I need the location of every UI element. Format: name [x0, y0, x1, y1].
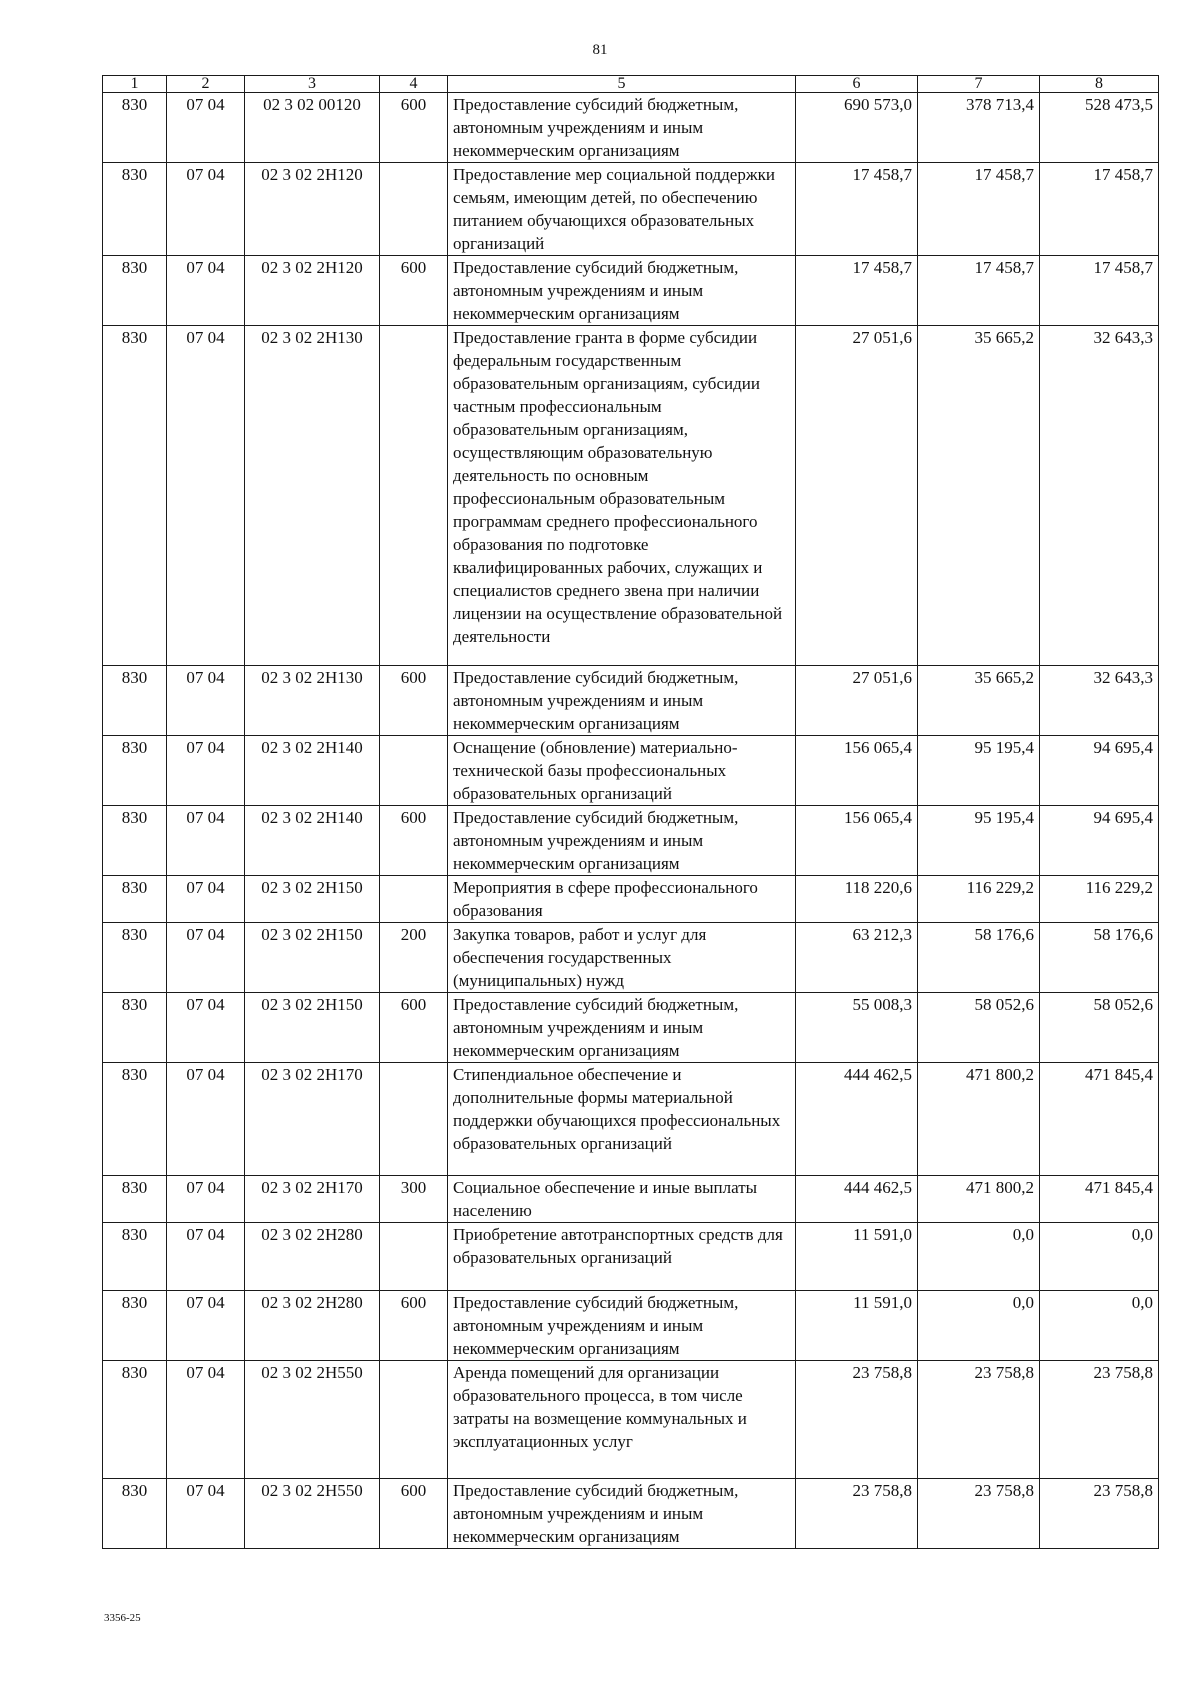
budget-admin-code: 830 — [103, 1176, 167, 1223]
section-code: 07 04 — [167, 1063, 245, 1176]
col-header: 4 — [380, 76, 448, 93]
document-code: 3356-25 — [104, 1612, 141, 1624]
amount-col8: 0,0 — [1040, 1223, 1159, 1291]
item-description: Предоставление субсидий бюджетным, автономным учреждениям и иным некоммерческим организациям — [448, 993, 796, 1063]
page-number: 81 — [592, 42, 608, 58]
amount-col7: 17 458,7 — [918, 163, 1040, 256]
col-header: 3 — [245, 76, 380, 93]
section-code: 07 04 — [167, 256, 245, 326]
target-article-code: 02 3 02 2Н130 — [245, 326, 380, 666]
target-article-code: 02 3 02 2Н150 — [245, 993, 380, 1063]
amount-col8: 17 458,7 — [1040, 256, 1159, 326]
expense-type-code: 600 — [380, 806, 448, 876]
target-article-code: 02 3 02 2Н140 — [245, 806, 380, 876]
table-row — [103, 993, 1159, 1063]
item-description: Предоставление мер социальной поддержки семьям, имеющим детей, по обеспечению питанием обучающихся образовательных организаций — [448, 163, 796, 256]
expense-type-code: 600 — [380, 256, 448, 326]
amount-col7: 35 665,2 — [918, 666, 1040, 736]
budget-admin-code: 830 — [103, 163, 167, 256]
expense-type-code — [380, 736, 448, 806]
amount-col7: 58 176,6 — [918, 923, 1040, 993]
table-row — [103, 326, 1159, 666]
table-body — [103, 93, 1159, 1549]
budget-admin-code: 830 — [103, 736, 167, 806]
target-article-code: 02 3 02 2Н550 — [245, 1479, 380, 1549]
amount-col6: 444 462,5 — [796, 1063, 918, 1176]
table-row — [103, 876, 1159, 923]
amount-col8: 32 643,3 — [1040, 666, 1159, 736]
expense-type-code: 200 — [380, 923, 448, 993]
amount-col8: 58 052,6 — [1040, 993, 1159, 1063]
budget-admin-code: 830 — [103, 1223, 167, 1291]
budget-admin-code: 830 — [103, 93, 167, 163]
section-code: 07 04 — [167, 876, 245, 923]
target-article-code: 02 3 02 2Н150 — [245, 876, 380, 923]
amount-col6: 23 758,8 — [796, 1479, 918, 1549]
table-row — [103, 93, 1159, 163]
expense-type-code: 600 — [380, 93, 448, 163]
budget-admin-code: 830 — [103, 1063, 167, 1176]
section-code: 07 04 — [167, 1176, 245, 1223]
item-description: Стипендиальное обеспечение и дополнительные формы материальной поддержки обучающихся профессиональных образовательных организаций — [448, 1063, 796, 1176]
expense-type-code: 300 — [380, 1176, 448, 1223]
amount-col6: 27 051,6 — [796, 326, 918, 666]
section-code: 07 04 — [167, 736, 245, 806]
col-header: 7 — [918, 76, 1040, 93]
amount-col7: 58 052,6 — [918, 993, 1040, 1063]
section-code: 07 04 — [167, 163, 245, 256]
amount-col8: 471 845,4 — [1040, 1063, 1159, 1176]
col-header: 8 — [1040, 76, 1159, 93]
section-code: 07 04 — [167, 993, 245, 1063]
amount-col8: 32 643,3 — [1040, 326, 1159, 666]
amount-col8: 528 473,5 — [1040, 93, 1159, 163]
expense-type-code — [380, 1361, 448, 1479]
expense-type-code: 600 — [380, 1479, 448, 1549]
item-description: Оснащение (обновление) материально-технической базы профессиональных образовательных организаций — [448, 736, 796, 806]
budget-admin-code: 830 — [103, 923, 167, 993]
target-article-code: 02 3 02 2Н550 — [245, 1361, 380, 1479]
amount-col8: 94 695,4 — [1040, 806, 1159, 876]
table-row — [103, 1479, 1159, 1549]
amount-col8: 94 695,4 — [1040, 736, 1159, 806]
col-header: 1 — [103, 76, 167, 93]
col-header: 5 — [448, 76, 796, 93]
budget-table — [102, 75, 1159, 1549]
expense-type-code: 600 — [380, 1291, 448, 1361]
budget-admin-code: 830 — [103, 666, 167, 736]
table-row — [103, 1176, 1159, 1223]
amount-col7: 17 458,7 — [918, 256, 1040, 326]
amount-col8: 0,0 — [1040, 1291, 1159, 1361]
table-row — [103, 923, 1159, 993]
amount-col7: 471 800,2 — [918, 1063, 1040, 1176]
budget-admin-code: 830 — [103, 256, 167, 326]
expense-type-code — [380, 326, 448, 666]
amount-col6: 11 591,0 — [796, 1223, 918, 1291]
target-article-code: 02 3 02 2Н120 — [245, 163, 380, 256]
amount-col8: 58 176,6 — [1040, 923, 1159, 993]
amount-col6: 55 008,3 — [796, 993, 918, 1063]
budget-admin-code: 830 — [103, 806, 167, 876]
table-row — [103, 1361, 1159, 1479]
table-row — [103, 666, 1159, 736]
amount-col6: 63 212,3 — [796, 923, 918, 993]
amount-col7: 23 758,8 — [918, 1479, 1040, 1549]
amount-col6: 17 458,7 — [796, 163, 918, 256]
amount-col7: 0,0 — [918, 1291, 1040, 1361]
budget-admin-code: 830 — [103, 876, 167, 923]
budget-admin-code: 830 — [103, 1361, 167, 1479]
col-header: 6 — [796, 76, 918, 93]
item-description: Аренда помещений для организации образовательного процесса, в том числе затраты на возмещение коммунальных и эксплуатационных услуг — [448, 1361, 796, 1479]
amount-col8: 17 458,7 — [1040, 163, 1159, 256]
amount-col7: 378 713,4 — [918, 93, 1040, 163]
item-description: Мероприятия в сфере профессионального образования — [448, 876, 796, 923]
budget-admin-code: 830 — [103, 1291, 167, 1361]
amount-col6: 156 065,4 — [796, 736, 918, 806]
target-article-code: 02 3 02 00120 — [245, 93, 380, 163]
target-article-code: 02 3 02 2Н130 — [245, 666, 380, 736]
section-code: 07 04 — [167, 923, 245, 993]
amount-col7: 0,0 — [918, 1223, 1040, 1291]
amount-col6: 118 220,6 — [796, 876, 918, 923]
amount-col6: 17 458,7 — [796, 256, 918, 326]
budget-admin-code: 830 — [103, 326, 167, 666]
item-description: Предоставление субсидий бюджетным, автономным учреждениям и иным некоммерческим организациям — [448, 93, 796, 163]
expense-type-code — [380, 1223, 448, 1291]
target-article-code: 02 3 02 2Н280 — [245, 1291, 380, 1361]
table-row — [103, 1291, 1159, 1361]
amount-col6: 690 573,0 — [796, 93, 918, 163]
amount-col7: 95 195,4 — [918, 736, 1040, 806]
amount-col6: 23 758,8 — [796, 1361, 918, 1479]
amount-col8: 471 845,4 — [1040, 1176, 1159, 1223]
item-description: Предоставление субсидий бюджетным, автономным учреждениям и иным некоммерческим организациям — [448, 256, 796, 326]
target-article-code: 02 3 02 2Н120 — [245, 256, 380, 326]
item-description: Предоставление субсидий бюджетным, автономным учреждениям и иным некоммерческим организациям — [448, 1291, 796, 1361]
section-code: 07 04 — [167, 666, 245, 736]
table-row — [103, 1063, 1159, 1176]
target-article-code: 02 3 02 2Н170 — [245, 1063, 380, 1176]
item-description: Приобретение автотранспортных средств для образовательных организаций — [448, 1223, 796, 1291]
budget-admin-code: 830 — [103, 993, 167, 1063]
expense-type-code: 600 — [380, 993, 448, 1063]
target-article-code: 02 3 02 2Н170 — [245, 1176, 380, 1223]
amount-col8: 116 229,2 — [1040, 876, 1159, 923]
expense-type-code — [380, 163, 448, 256]
amount-col7: 23 758,8 — [918, 1361, 1040, 1479]
item-description: Предоставление субсидий бюджетным, автономным учреждениям и иным некоммерческим организациям — [448, 666, 796, 736]
expense-type-code — [380, 876, 448, 923]
target-article-code: 02 3 02 2Н150 — [245, 923, 380, 993]
amount-col6: 156 065,4 — [796, 806, 918, 876]
item-description: Закупка товаров, работ и услуг для обеспечения государственных (муниципальных) нужд — [448, 923, 796, 993]
target-article-code: 02 3 02 2Н140 — [245, 736, 380, 806]
section-code: 07 04 — [167, 1361, 245, 1479]
table-row — [103, 1223, 1159, 1291]
amount-col6: 27 051,6 — [796, 666, 918, 736]
table-row — [103, 256, 1159, 326]
amount-col8: 23 758,8 — [1040, 1361, 1159, 1479]
section-code: 07 04 — [167, 1479, 245, 1549]
budget-admin-code: 830 — [103, 1479, 167, 1549]
table-row — [103, 163, 1159, 256]
col-header: 2 — [167, 76, 245, 93]
expense-type-code: 600 — [380, 666, 448, 736]
amount-col7: 35 665,2 — [918, 326, 1040, 666]
item-description: Предоставление гранта в форме субсидии федеральным государственным образовательным организациям, субсидии частным профессиональным образовательным организациям, осуществляющим образовательную деятельность по основным профессиональным образовательным программам среднего профессионального образования по подготовке квалифицированных рабочих, служащих и специалистов среднего звена при наличии лицензии на осуществление образовательной деятельности — [448, 326, 796, 666]
section-code: 07 04 — [167, 1291, 245, 1361]
amount-col7: 95 195,4 — [918, 806, 1040, 876]
amount-col7: 471 800,2 — [918, 1176, 1040, 1223]
target-article-code: 02 3 02 2Н280 — [245, 1223, 380, 1291]
expense-type-code — [380, 1063, 448, 1176]
amount-col8: 23 758,8 — [1040, 1479, 1159, 1549]
header-row — [103, 76, 1159, 93]
item-description: Предоставление субсидий бюджетным, автономным учреждениям и иным некоммерческим организациям — [448, 1479, 796, 1549]
section-code: 07 04 — [167, 326, 245, 666]
section-code: 07 04 — [167, 93, 245, 163]
section-code: 07 04 — [167, 806, 245, 876]
amount-col6: 444 462,5 — [796, 1176, 918, 1223]
section-code: 07 04 — [167, 1223, 245, 1291]
amount-col7: 116 229,2 — [918, 876, 1040, 923]
item-description: Социальное обеспечение и иные выплаты населению — [448, 1176, 796, 1223]
table-row — [103, 736, 1159, 806]
table-row — [103, 806, 1159, 876]
item-description: Предоставление субсидий бюджетным, автономным учреждениям и иным некоммерческим организациям — [448, 806, 796, 876]
amount-col6: 11 591,0 — [796, 1291, 918, 1361]
